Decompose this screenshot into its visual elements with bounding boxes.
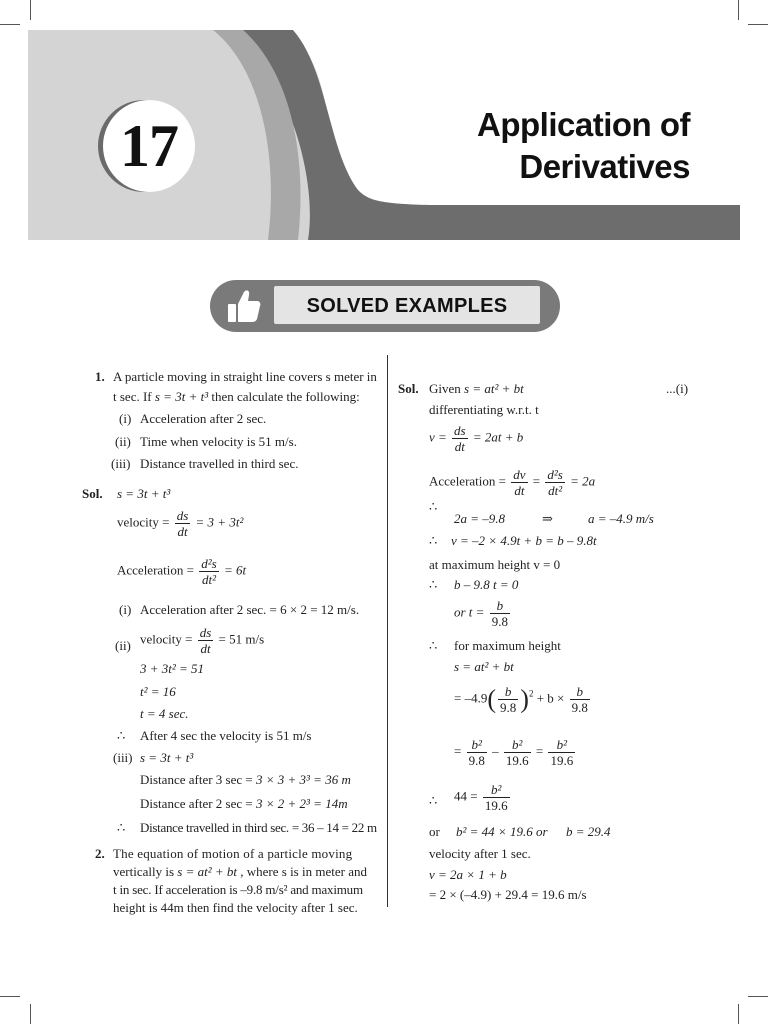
equation: s = 3t + t³ [154,389,209,404]
numerator: d²s [547,467,563,482]
question-text-part: , where s is in meter and [240,864,367,879]
step-text: at maximum height v = 0 [429,557,561,572]
solution-label: Sol. [398,381,419,396]
equation: s = at² + bt [464,381,524,396]
option-marker: (ii) [115,638,131,653]
question-number: 1. [95,369,105,384]
minus-sign: – [492,743,499,759]
fraction [467,737,487,768]
equation-reference: ...(i) [666,381,689,396]
implies-symbol: ⇒ [542,511,553,526]
option-marker: (ii) [115,434,131,449]
equation: s = 3t + t³ [140,750,194,765]
question-text-part: t sec. If [113,389,152,404]
denominator: 9.8 [468,753,485,768]
equation-lhs: 44 = [454,788,478,804]
fraction [511,467,527,498]
paren-open: ( [487,684,497,714]
exponent: 2 [528,688,534,699]
denominator: dt [200,641,211,656]
equation-part: + b × [536,690,565,706]
denominator: dt [177,524,188,539]
denominator: 19.6 [550,753,574,768]
question-text-part: vertically is [113,864,175,879]
question-number: 2. [95,846,105,861]
fraction [490,598,510,629]
denominator: 9.8 [500,700,517,715]
option-text: Distance travelled in third sec. [140,456,299,471]
therefore-symbol: ∴ [429,638,438,653]
equation-label: Acceleration = [117,562,194,578]
fraction [199,556,218,587]
denominator: 19.6 [505,753,529,768]
option-marker: (iii) [113,750,133,765]
equation: s = 3t + t³ [117,486,171,501]
answer-label: Distance after 2 sec = [140,796,253,811]
step-text: or [536,824,548,839]
denominator: 19.6 [484,798,508,813]
equation-label: velocity = [117,514,170,530]
numerator: d²s [201,556,217,571]
therefore-symbol: ∴ [429,793,438,808]
equation [454,737,577,768]
equation [117,508,243,539]
equation [117,556,246,587]
equation: 3 × 3 + 3³ = 36 m [255,772,351,787]
question-text: t in sec. If acceleration is –9.8 m/s² and maximum [113,882,363,897]
equation: a = –4.9 m/s [588,511,654,526]
numerator: b [570,684,590,700]
question-text [113,863,367,881]
denominator: 9.8 [571,700,588,715]
therefore-symbol: ∴ [429,577,438,592]
equation-part: = –4.9 [454,690,488,706]
equation-rhs: = 2a [570,473,596,489]
equation: b – 9.8 t = 0 [454,577,519,592]
equation: s = at² + bt [454,659,514,674]
answer-text [140,795,348,813]
step-text: differentiating w.r.t. t [429,402,539,417]
answer-text: After 4 sec the velocity is 51 m/s [140,728,312,743]
therefore-symbol: ∴ [117,820,126,835]
numerator: ds [199,625,212,640]
step-text: velocity after 1 sec. [429,846,531,861]
crop-mark [748,24,768,25]
denominator: dt [454,439,465,454]
equation-rhs: = 6t [223,562,247,578]
crop-mark [748,996,768,997]
fraction [504,737,531,768]
answer-text: Acceleration after 2 sec. = 6 × 2 = 12 m/s. [140,602,360,617]
equation [454,684,592,715]
therefore-symbol: ∴ [429,499,438,514]
solution-label: Sol. [82,486,103,501]
equation-rhs: = 51 m/s [218,631,265,647]
equation: v = –2 × 4.9t + b = b – 9.8t [451,533,597,548]
answer-text: Distance travelled in third sec. = 36 – 14 = 22 m [140,820,377,835]
equation-label: velocity = [140,631,193,647]
chapter-title-line: Derivatives [519,148,690,185]
equation: 2a = –9.8 [454,511,506,526]
step-text: or [429,824,440,839]
numerator: b² [548,737,575,753]
fraction [175,508,191,539]
numerator: b² [483,782,510,798]
question-text: height is 44m then find the velocity after 1 sec. [113,900,358,915]
fraction [198,625,214,656]
equation-rhs: = 3 + 3t² [195,514,244,530]
numerator: b [498,684,518,700]
equals-sign: = [532,473,541,489]
equation-lhs: v = [429,429,447,445]
fraction [498,684,518,715]
step-text: for maximum height [454,638,561,653]
answer-label: Distance after 3 sec = [140,772,253,787]
paren-close: ) [520,684,529,714]
equation [140,625,264,656]
option-marker: (i) [119,602,132,617]
equation: t² = 16 [140,684,176,699]
equation-rhs: = 2at + b [472,429,524,445]
numerator: ds [176,508,189,523]
fraction [548,737,575,768]
denominator: dt² [201,572,216,587]
equation [429,423,523,454]
denominator: dt² [548,483,563,498]
chapter-title-line: Application of [477,106,690,143]
therefore-symbol: ∴ [429,533,438,548]
fraction [483,782,510,813]
chapter-number: 17 [120,112,178,179]
question-text: The equation of motion of a particle moving [113,846,353,861]
numerator: ds [454,423,466,438]
equation [454,598,512,629]
equation: b = 29.4 [566,824,611,839]
equation-label: Acceleration = [429,473,506,489]
equation: = 2 × (–4.9) + 29.4 = 19.6 m/s [429,887,587,902]
equation-lhs: or t = [454,604,485,620]
option-marker: (iii) [111,456,131,471]
given-label: Given [429,381,461,396]
question-text-part: then calculate the following: [211,389,360,404]
fraction [545,467,564,498]
equation: b² = 44 × 19.6 [456,824,533,839]
equals-sign: = [535,743,544,759]
answer-text [140,771,351,789]
therefore-symbol: ∴ [117,728,126,743]
option-marker: (i) [119,411,132,426]
option-text: Time when velocity is 51 m/s. [140,434,297,449]
question-text: A particle moving in straight line covers s meter in [113,369,377,384]
numerator: b² [467,737,487,753]
numerator: b² [504,737,531,753]
option-text: Acceleration after 2 sec. [140,411,267,426]
question-text [113,388,360,406]
banner-label: SOLVED EXAMPLES [306,295,508,317]
right-column [388,0,740,1024]
numerator: b [490,598,510,614]
equation [454,782,512,813]
fraction [570,684,590,715]
denominator: 9.8 [491,614,508,629]
equation: 3 + 3t² = 51 [140,661,205,676]
equation [429,467,595,498]
equation: 3 × 2 + 2³ = 14m [255,796,348,811]
numerator: dv [513,467,526,482]
equation: v = 2a × 1 + b [429,867,507,882]
denominator: dt [514,483,525,498]
fraction [452,423,468,454]
equation: t = 4 sec. [140,706,189,721]
equation: s = at² + bt [177,864,237,879]
equals-sign: = [454,743,462,759]
equation [429,380,524,398]
